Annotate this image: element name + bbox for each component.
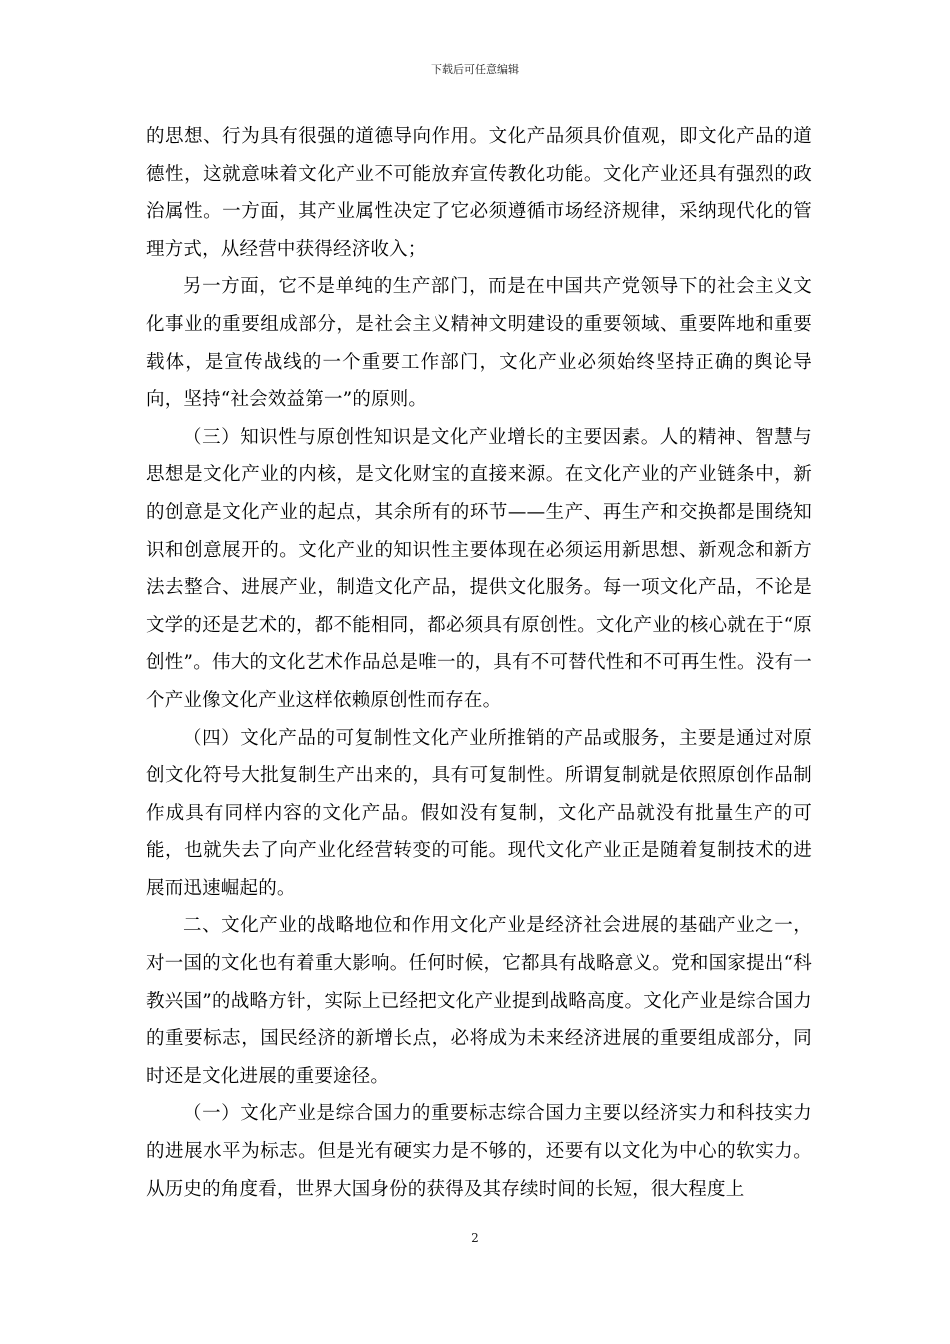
paragraph: 另一方面，它不是单纯的生产部门，而是在中国共产党领导下的社会主义文化事业的重要组成部分，是社会主义精神文明建设的重要领域、重要阵地和重要载体，是宣传战线的一个重要工作部门，文化产业必须始终坚持正确的舆论导向，坚持“社会效益第一”的原则。 [146,276,812,411]
paragraph: 二、文化产业的战略地位和作用文化产业是经济社会进展的基础产业之一，对一国的文化也有着重大影响。任何时候，它都具有战略意义。党和国家提出“科教兴国”的战略方针，实际上已经把文化产业提到战略高度。文化产业是综合国力的重要标志，国民经济的新增长点，必将成为未来经济进展的重要组成部分，同时还是文化进展的重要途径。 [146,915,812,1087]
paragraph: （三）知识性与原创性知识是文化产业增长的主要因素。人的精神、智慧与思想是文化产业的内核，是文化财宝的直接来源。在文化产业的产业链条中，新的创意是文化产业的起点，其余所有的环节——生产、再生产和交换都是围绕知识和创意展开的。文化产业的知识性主要体现在必须运用新思想、新观念和新方法去整合、进展产业，制造文化产品，提供文化服务。每一项文化产品，不论是文学的还是艺术的，都不能相同，都必须具有原创性。文化产业的核心就在于“原创性”。伟大的文化艺术作品总是唯一的，具有不可替代性和不可再生性。没有一个产业像文化产业这样依赖原创性而存在。 [146,426,812,711]
paragraph: （四）文化产品的可复制性文化产业所推销的产品或服务，主要是通过对原创文化符号大批复制生产出来的，具有可复制性。所谓复制就是依照原创作品制作成具有同样内容的文化产品。假如没有复制，文化产品就没有批量生产的可能，也就失去了向产业化经营转变的可能。现代文化产业正是随着复制技术的进展而迅速崛起的。 [146,727,812,899]
page-number: 2 [471,1231,479,1245]
paragraph: （一）文化产业是综合国力的重要标志综合国力主要以经济实力和科技实力的进展水平为标志。但是光有硬实力是不够的，还要有以文化为中心的软实力。从历史的角度看，世界大国身份的获得及其存续时间的长短，很大程度上 [146,1103,812,1200]
document-body [146,118,812,1208]
page-header: 下载后可任意编辑 [431,63,519,76]
paragraph-continuation: 的思想、行为具有很强的道德导向作用。文化产品须具价值观，即文化产品的道德性，这就意味着文化产业不可能放弃宣传教化功能。文化产业还具有强烈的政治属性。一方面，其产业属性决定了它必须遵循市场经济规律，采纳现代化的管理方式，从经营中获得经济收入； [146,126,812,260]
